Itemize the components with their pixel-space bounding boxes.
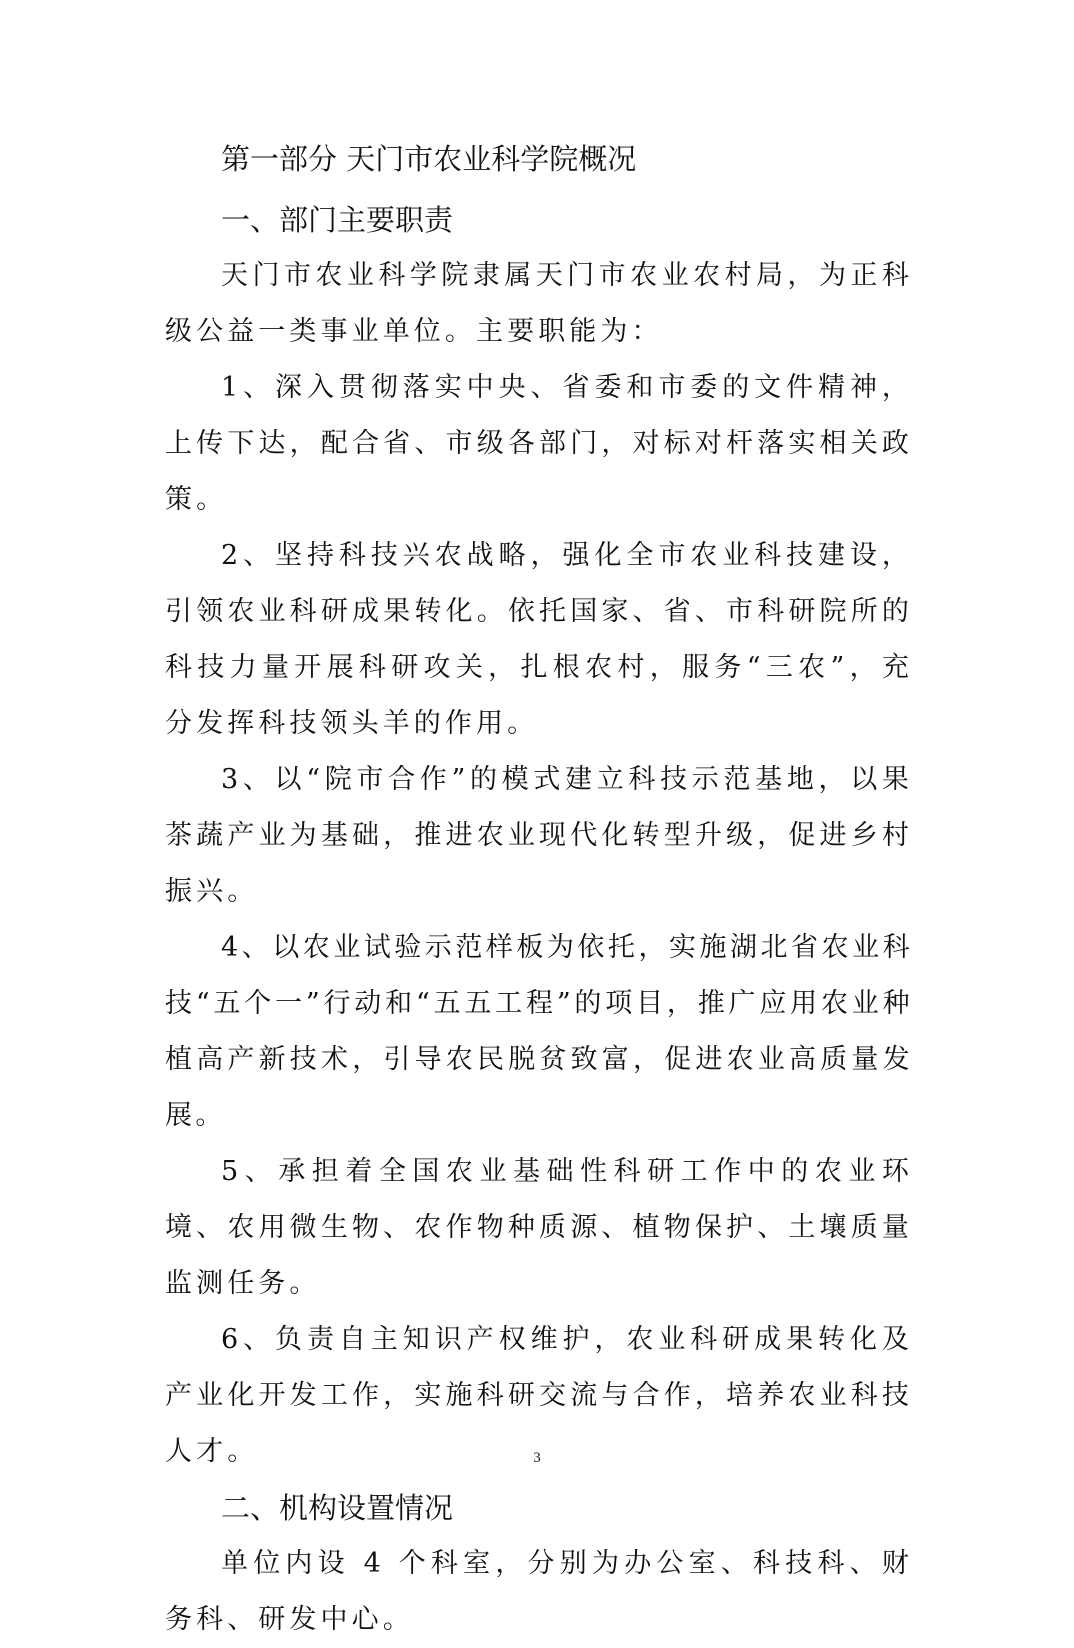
paragraph-duty-5: 5、承担着全国农业基础性科研工作中的农业环境、农用微生物、农作物种质源、植物保护、土壤质量监测任务。 [165,1156,913,1299]
paragraph-duty-2: 2、坚持科技兴农战略，强化全市农业科技建设，引领农业科研成果转化。依托国家、省、市科研院所的科技力量开展科研攻关，扎根农村，服务“三农”，充分发挥科技领头羊的作用。 [165,540,913,739]
paragraph-duty-4: 4、以农业试验示范样板为依托，实施湖北省农业科技“五个一”行动和“五五工程”的项目，推广应用农业种植高产新技术，引导农民脱贫致富，促进农业高质量发展。 [165,932,913,1131]
paragraph-intro: 天门市农业科学院隶属天门市农业农村局，为正科级公益一类事业单位。主要职能为： [165,260,913,347]
page-number: 3 [533,1450,541,1466]
part-title: 第一部分 天门市农业科学院概况 [221,142,637,176]
section-heading-organization: 二、机构设置情况 [221,1491,454,1525]
paragraph-duty-3: 3、以“院市合作”的模式建立科技示范基地，以果茶蔬产业为基础，推进农业现代化转型升级，促进乡村振兴。 [165,764,913,907]
paragraph-organization: 单位内设 4 个科室，分别为办公室、科技科、财务科、研发中心。 [165,1548,913,1635]
paragraph-duty-6: 6、负责自主知识产权维护，农业科研成果转化及产业化开发工作，实施科研交流与合作，培养农业科技人才。 [165,1324,913,1467]
section-heading-duties: 一、部门主要职责 [221,203,454,237]
page-content [165,130,913,1648]
paragraph-duty-1: 1、深入贯彻落实中央、省委和市委的文件精神，上传下达，配合省、市级各部门，对标对杆落实相关政策。 [165,372,913,515]
